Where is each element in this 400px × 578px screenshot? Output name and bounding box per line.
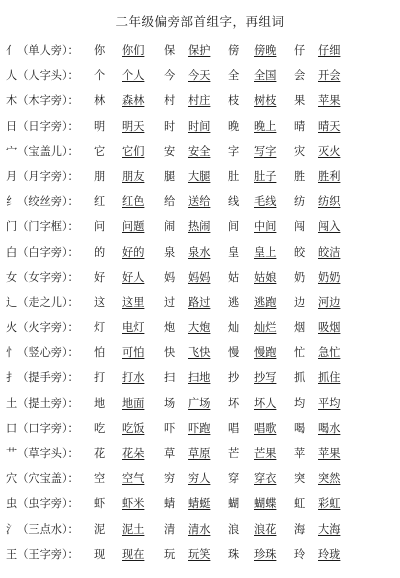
word: 喝水 [318,421,341,435]
word: 朋友 [122,169,145,183]
character: 个 [94,69,106,83]
word: 今天 [188,69,211,83]
radical-label: 土（提土旁）： [6,396,79,410]
word: 虾米 [122,497,145,511]
word: 现在 [122,547,145,561]
word: 穷人 [188,472,211,486]
character: 忙 [294,346,306,360]
character: 打 [94,371,106,385]
character: 红 [94,195,106,209]
word: 你们 [122,44,145,57]
character: 闯 [294,220,306,234]
word: 泉水 [188,245,211,259]
character: 扫 [164,371,176,385]
word: 保护 [188,44,211,57]
character: 腿 [164,169,176,183]
word: 中间 [254,220,277,234]
word: 好的 [122,245,145,259]
character: 妈 [164,270,176,284]
radical-row [0,517,400,542]
character: 泥 [94,522,106,536]
character: 字 [228,144,240,158]
radical-row [0,466,400,491]
word: 急忙 [318,346,341,360]
character: 线 [228,195,240,209]
radical-label: 辶（走之儿）： [6,295,79,309]
radical-row [0,38,400,63]
radical-label: 穴（穴宝盖）： [6,472,79,486]
word: 慢跑 [254,346,277,360]
word: 皇上 [254,245,277,259]
word: 打水 [122,371,145,385]
radical-label: 月（月字旁）： [6,169,79,183]
character: 明 [94,119,106,133]
character: 玲 [294,547,306,561]
character: 你 [94,44,106,57]
character: 玩 [164,547,176,561]
word: 玩笑 [188,547,211,561]
character: 安 [164,144,176,158]
character: 过 [164,295,176,309]
radical-label: 人（人字头）： [6,69,79,83]
character: 枝 [228,94,240,108]
character: 保 [164,44,176,57]
radical-row [0,114,400,139]
radical-row [0,88,400,113]
radical-row [0,315,400,340]
character: 吃 [94,421,106,435]
radical-label: 白（白字旁）： [6,245,79,259]
word: 扫地 [188,371,211,385]
character: 草 [164,447,176,460]
character: 村 [164,94,176,108]
radical-label: 纟（绞丝旁）： [6,195,79,209]
word: 树枝 [254,94,277,108]
word: 晴天 [318,119,341,133]
character: 果 [294,94,306,108]
radical-label: 氵（三点水）： [6,522,79,536]
word: 电灯 [122,321,145,335]
word: 全国 [254,69,277,83]
word: 吓跑 [188,421,211,435]
character: 突 [294,472,306,486]
word: 大腿 [188,169,211,183]
word: 姑娘 [254,270,277,284]
word: 森林 [122,94,145,108]
word: 个人 [122,69,145,83]
radical-row [0,491,400,516]
character: 皎 [294,245,306,259]
word: 蜻蜓 [188,497,211,511]
word: 问题 [122,220,145,234]
character: 抓 [294,371,306,385]
radical-row [0,290,400,315]
word: 胜利 [318,169,341,183]
character: 逃 [228,295,240,309]
character: 空 [94,472,106,486]
character: 蜻 [164,497,176,511]
radical-row [0,63,400,88]
word: 仔细 [318,44,341,57]
word: 玲珑 [318,547,341,561]
radical-label: 王（王字旁）： [6,547,79,561]
word: 路过 [188,295,211,309]
word: 妈妈 [188,270,211,284]
character: 怕 [94,346,106,360]
character: 苹 [294,447,306,460]
radical-row [0,441,400,466]
character: 这 [94,295,106,309]
word: 大炮 [188,321,211,335]
character: 林 [94,94,106,108]
word: 晚上 [254,119,277,133]
radical-label: 扌（提手旁）： [6,371,79,385]
word: 苹果 [318,447,341,460]
word: 逃跑 [254,295,277,309]
character: 海 [294,522,306,536]
radical-label: 艹（草字头）： [6,447,79,460]
word: 空气 [122,472,145,486]
character: 灯 [94,321,106,335]
word: 飞快 [188,346,211,360]
character: 仔 [294,44,306,57]
character: 肚 [228,169,240,183]
character: 皇 [228,245,240,259]
character: 穷 [164,472,176,486]
word: 闯入 [318,220,341,234]
character: 晚 [228,119,240,133]
radical-label: 忄（竖心旁）： [6,346,79,360]
radical-row [0,139,400,164]
word: 苹果 [318,94,341,108]
character: 灾 [294,144,306,158]
word: 写字 [254,144,277,158]
character: 场 [164,396,176,410]
word: 傍晚 [254,44,277,57]
character: 全 [228,69,240,83]
word: 地面 [122,396,145,410]
character: 奶 [294,270,306,284]
radical-label: 口（口字旁）： [6,421,79,435]
word: 好人 [122,270,145,284]
word: 这里 [122,295,145,309]
character: 间 [228,220,240,234]
character: 虾 [94,497,106,511]
word: 开会 [318,69,341,83]
radical-row [0,214,400,239]
radical-label: 门（门字框）： [6,220,79,234]
word: 吃饭 [122,421,145,435]
word: 安全 [188,144,211,158]
character: 今 [164,69,176,83]
radical-label: 木（木字旁）： [6,94,79,108]
word: 彩虹 [318,497,341,511]
word: 送给 [188,195,211,209]
character: 蝴 [228,497,240,511]
radical-row [0,189,400,214]
word: 纺织 [318,195,341,209]
radical-row [0,265,400,290]
character: 唱 [228,421,240,435]
character: 灿 [228,321,240,335]
word: 蝴蝶 [254,497,277,511]
radical-label: 虫（虫字旁）： [6,497,79,511]
word: 吸烟 [318,321,341,335]
word: 突然 [318,472,341,486]
radical-row [0,391,400,416]
character: 虹 [294,497,306,511]
character: 会 [294,69,306,83]
character: 吓 [164,421,176,435]
word: 珍珠 [254,547,277,561]
word: 奶奶 [318,270,341,284]
radical-row [0,164,400,189]
word: 毛线 [254,195,277,209]
character: 姑 [228,270,240,284]
radical-label: 宀（宝盖儿）： [6,144,79,158]
radical-label: 日（日字旁）： [6,119,79,133]
character: 芒 [228,447,240,460]
radical-row [0,416,400,441]
word: 芒果 [254,447,277,460]
character: 坏 [228,396,240,410]
word: 穿衣 [254,472,277,486]
character: 抄 [228,371,240,385]
word: 灭火 [318,144,341,158]
word: 唱歌 [254,421,277,435]
character: 现 [94,547,106,561]
character: 问 [94,220,106,234]
word: 皎洁 [318,245,341,259]
word: 村庄 [188,94,211,108]
word: 河边 [318,295,341,309]
character: 花 [94,447,106,460]
radical-label: 女（女字旁）： [6,270,79,284]
radical-label: 火（火字旁）： [6,321,79,335]
character: 它 [94,144,106,158]
word: 灿烂 [254,321,277,335]
word: 浪花 [254,522,277,536]
radical-row [0,340,400,365]
character: 清 [164,522,176,536]
character: 浪 [228,522,240,536]
character: 喝 [294,421,306,435]
character: 炮 [164,321,176,335]
word: 花朵 [122,447,145,460]
word: 可怕 [122,346,145,360]
radical-row [0,365,400,390]
character: 珠 [228,547,240,561]
character: 闹 [164,220,176,234]
character: 均 [294,396,306,410]
word: 热闹 [188,220,211,234]
radical-row [0,542,400,567]
character: 慢 [228,346,240,360]
word: 坏人 [254,396,277,410]
word: 时间 [188,119,211,133]
word: 广场 [188,396,211,410]
character: 快 [164,346,176,360]
word: 泥土 [122,522,145,536]
radical-row [0,240,400,265]
character: 傍 [228,44,240,57]
word: 清水 [188,522,211,536]
character: 给 [164,195,176,209]
character: 胜 [294,169,306,183]
character: 好 [94,270,106,284]
character: 烟 [294,321,306,335]
character: 纺 [294,195,306,209]
word: 抓住 [318,371,341,385]
radical-rows [0,38,400,567]
word: 平均 [318,396,341,410]
word: 大海 [318,522,341,536]
word: 肚子 [254,169,277,183]
character: 的 [94,245,106,259]
character: 边 [294,295,306,309]
character: 晴 [294,119,306,133]
character: 朋 [94,169,106,183]
word: 红色 [122,195,145,209]
word: 抄写 [254,371,277,385]
word: 草原 [188,447,211,460]
character: 穿 [228,472,240,486]
word: 它们 [122,144,145,158]
page-title: 二年级偏旁部首组字，再组词 [115,14,285,29]
character: 泉 [164,245,176,259]
word: 明天 [122,119,145,133]
character: 时 [164,119,176,133]
character: 地 [94,396,106,410]
radical-label: 亻（单人旁）： [6,44,79,57]
